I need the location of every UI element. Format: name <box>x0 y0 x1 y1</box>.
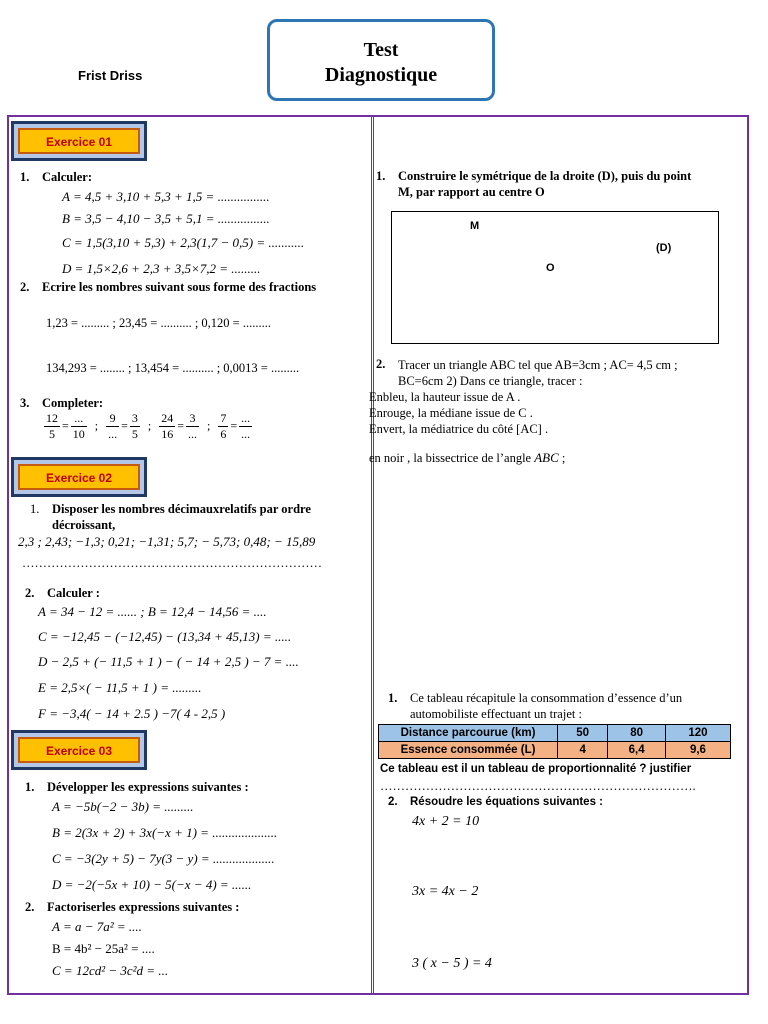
ex3-q2-line-c: C = 12cd² − 3c²d = ... <box>52 963 169 978</box>
table-row: Distance parcourue (km) 50 80 120 <box>379 725 731 742</box>
right-q4-heading: 2. Résoudre les équations suivantes : <box>388 796 604 808</box>
right-q2-bisector: en noir , la bissectrice de l’angle ABC ; <box>369 450 566 465</box>
table-row: Essence consommée (L) 4 6,4 9,6 <box>379 742 731 759</box>
ex2-line-d: D − 2,5 + (− 11,5 + 1 ) − ( − 14 + 2,5 ) − 7 = .... <box>38 654 299 669</box>
ex3-q1-heading: 1. Développer les expressions suivantes : <box>25 780 249 794</box>
ex1-q2-line-2: 134,293 = ........ ; 13,454 = .......... ; 0,0013 = ......... <box>46 361 300 375</box>
ex1-q3-fractions: $\frac{12}{5}$ = $\frac{...}{10}$ ; $\frac{9}{...}$ = $\frac{3}{5}$ ; $\frac{24}{16}$ = $\frac{3}{...}$ ; $\frac{7}{6}$ = $\frac{...}{...}$ <box>46 411 251 441</box>
right-q3-question: Ce tableau est il un tableau de proportionnalité ? justifier <box>380 763 692 775</box>
ex3-q1-line-d: D = −2(−5x + 10) − 5(−x − 4) = ...... <box>52 877 252 892</box>
symmetry-figure <box>391 211 719 344</box>
ex1-q1-line-a: A = 4,5 + 3,10 + 5,3 + 1,5 = ................ <box>62 189 270 204</box>
column-divider <box>371 117 374 993</box>
line-d-label: (D) <box>656 242 672 254</box>
point-m-label: M <box>470 220 480 232</box>
ex3-q2-line-a: A = a − 7a² = .... <box>52 919 142 934</box>
ex2-line-a: A = 34 − 12 = ...... ; B = 12,4 − 14,56 = .... <box>38 604 267 619</box>
right-q1-heading: 1. Construire le symétrique de la droite (D), puis du point <box>376 169 692 183</box>
title-box <box>267 19 495 101</box>
ex1-q1-line-d: D = 1,5×2,6 + 2,3 + 3,5×7,2 = ......... <box>62 261 261 276</box>
consumption-table <box>378 724 731 759</box>
ex2-numbers: 2,3 ; 2,43; −1,3; 0,21; −1,31; 5,7; − 5,73; 0,48; − 15,89 <box>18 534 316 549</box>
right-q1-heading-2: M, par rapport au centre O <box>398 185 545 199</box>
ex2-line-f: F = −3,4( − 14 + 2.5 ) −7( 4 - 2,5 ) <box>38 706 226 721</box>
right-q3-dots: …………………………………………………………………. <box>380 779 696 793</box>
ex3-q2-heading: 2. Factoriserles expressions suivantes : <box>25 900 240 914</box>
exercise-01-label: Exercice 01 <box>11 121 147 161</box>
right-q2-text: Tracer un triangle ABC tel que AB=3cm ; AC= 4,5 cm ; BC=6cm 2) Dans ce triangle, tracer : <box>398 358 678 388</box>
ex2-q2-heading: 2. Calculer : <box>25 586 100 600</box>
exercise-03-label: Exercice 03 <box>11 730 147 770</box>
exercise-02-label: Exercice 02 <box>11 457 147 497</box>
ex1-q1-line-b: B = 3,5 − 4,10 − 3,5 + 5,1 = ................ <box>62 211 270 226</box>
ex2-q1-heading: 1. Disposer les nombres décimauxrelatifs par ordre <box>30 502 311 516</box>
equation-2: 3x = 4x − 2 <box>412 884 479 899</box>
ex3-q1-line-c: C = −3(2y + 5) − 7y(3 − y) = ................... <box>52 851 275 866</box>
ex1-q2-line-1: 1,23 = ......... ; 23,45 = .......... ; 0,120 = ......... <box>46 316 271 330</box>
ex3-q2-line-b: B = 4b² − 25a² = .... <box>52 941 155 956</box>
title-line-1: Test <box>363 39 399 61</box>
author-name: Frist Driss <box>78 68 143 83</box>
ex2-q1-heading-2: décroissant, <box>52 518 116 532</box>
ex1-q2-heading: 2. Ecrire les nombres suivant sous forme des fractions <box>20 280 317 294</box>
equation-1: 4x + 2 = 10 <box>412 814 480 829</box>
right-q2-instructions: Enbleu, la hauteur issue de A . Enrouge, la médiane issue de C . Envert, la médiatrice du côté [AC] . <box>369 390 549 436</box>
equation-3: 3 ( x − 5 ) = 4 <box>412 956 492 971</box>
ex2-line-e: E = 2,5×( − 11,5 + 1 ) = ......... <box>38 680 202 695</box>
right-q3-text: 1. Ce tableau récapitule la consommation d’essence d’un automobiliste effectuant un trajet : <box>388 691 683 721</box>
ex3-q1-line-b: B = 2(3x + 2) + 3x(−x + 1) = .................... <box>52 825 278 840</box>
ex1-q1-heading: 1. Calculer: <box>20 170 92 184</box>
ex1-q3-heading: 3. Completer: <box>20 396 104 410</box>
title-line-2: Diagnostique <box>324 64 438 86</box>
ex2-line-c: C = −12,45 − (−12,45) − (13,34 + 45,13) = ..... <box>38 629 292 644</box>
ex2-dots: ……………………………………………………………… <box>22 556 322 570</box>
point-o-label: O <box>546 262 555 274</box>
right-q2-num: 2. <box>376 357 386 371</box>
ex1-q1-line-c: C = 1,5(3,10 + 5,3) + 2,3(1,7 − 0,5) = ........... <box>62 235 305 250</box>
ex3-q1-line-a: A = −5b(−2 − 3b) = ......... <box>52 799 194 814</box>
